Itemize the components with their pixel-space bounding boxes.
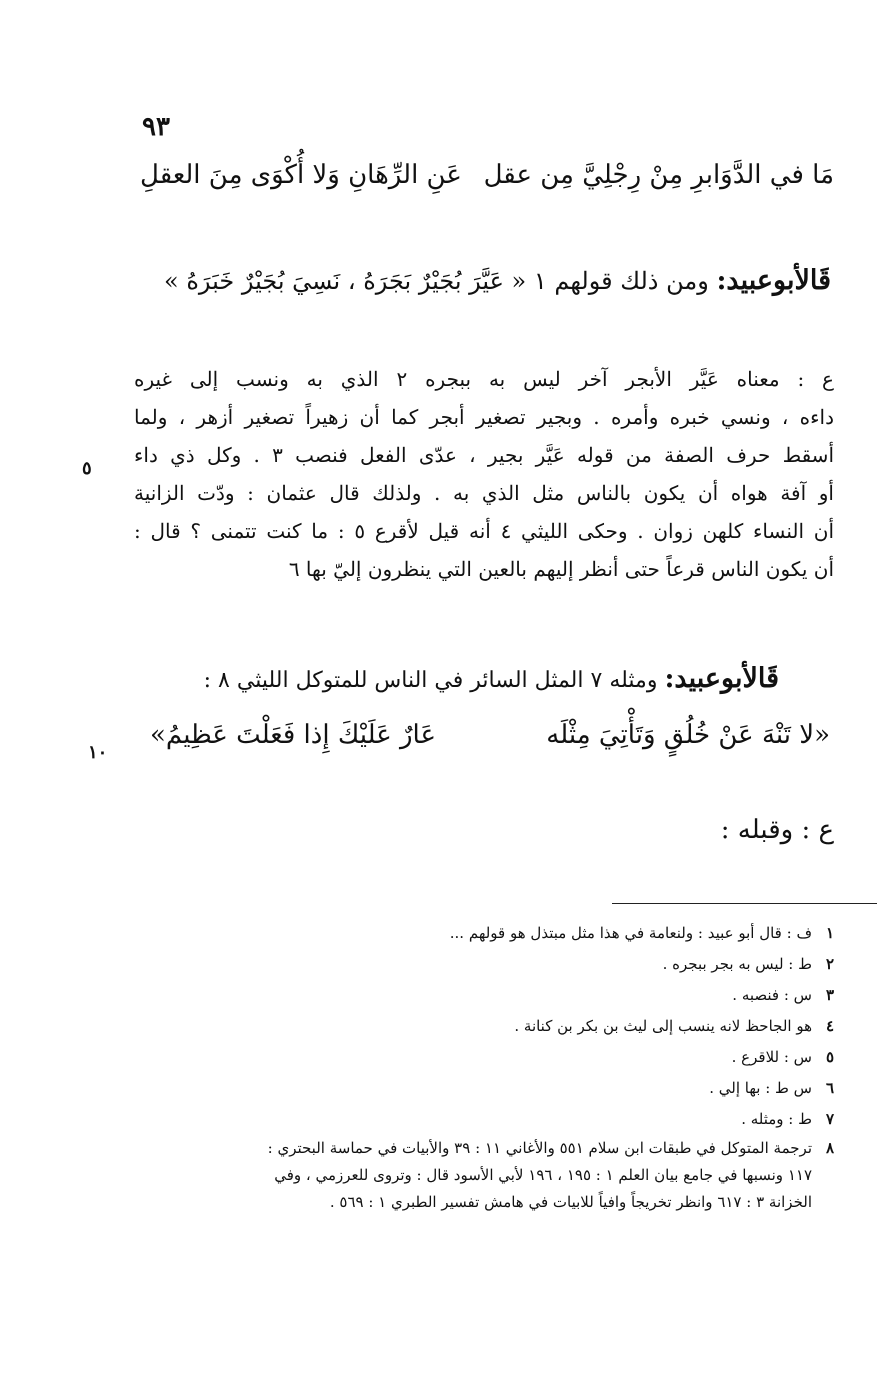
footnote-number: ٥ [825, 1048, 834, 1066]
commentary-paragraph [134, 360, 834, 588]
paragraph-line: داءه ، ونسي خبره وأمره . وبجير تصغير أبجر كما أن زهيراً تصغير أزهر ، ولما [134, 405, 834, 429]
page-number: ٩٣ [142, 112, 170, 142]
margin-line-number-5: ٥ [82, 458, 92, 479]
footnote-text: س : للاقرع . [731, 1048, 812, 1066]
heading-text: ومثله ٧ المثل السائر في الناس للمتوكل الليثي ٨ : [203, 668, 658, 693]
footnote-item [134, 980, 834, 1011]
paragraph-line: أن يكون الناس قرعاً حتى أنظر إليهم بالعين التي ينظرون إليّ بها ٦ [288, 557, 834, 581]
paragraph-line: ع : معناه عَيَّر الأبجر آخر ليس به ببجره ٢ الذي به ونسب إلى غيره [134, 367, 834, 391]
verse-2-first-hemistich: «لا تَنْهَ عَنْ خُلُقٍ وَتَأْتِيَ مِثْلَه [546, 720, 830, 750]
footnote-text: ترجمة المتوكل في طبقات ابن سلام ٥٥١ والأغاني ١١ : ٣٩ والأبيات في حماسة البحتري : [267, 1139, 812, 1157]
footnote-continuation: الخزانة ٣ : ٦١٧ وانظر تخريجاً وافياً للابيات في هامش تفسير الطبري ١ : ٥٦٩ . [329, 1193, 812, 1211]
paragraph-line: أسقط حرف الصفة من قوله عَيَّر بجير ، عدّى الفعل فنصب ٣ . وكل ذي داء [134, 443, 834, 467]
heading-abu-ubayd-2 [204, 663, 779, 694]
footnote-text: س : فنصبه . [732, 986, 812, 1004]
footnote-divider [612, 903, 877, 904]
paragraph-line: أن النساء كلهن زوان . وحكى الليثي ٤ أنه قيل لأقرع ٥ : ما كنت تتمنى ؟ قال : [134, 519, 835, 543]
verse-2 [150, 720, 830, 770]
speaker-label: قَالأبوعبيد: [664, 663, 779, 694]
footnote-continuation: ١١٧ ونسبها في جامع بيان العلم ١ : ١٩٥ ، ١٩٦ لأبي الأسود قال : وتروى للعرزمي ، وفي [274, 1166, 812, 1184]
footnote-item [134, 1104, 834, 1135]
footnote-number: ٦ [825, 1079, 834, 1097]
footnote-number: ٧ [825, 1110, 834, 1128]
footnote-text: س ط : بها إلي . [709, 1079, 812, 1097]
verse-1-second-hemistich: عَنِ الرِّهَانِ وَلا أُكْوَى مِنَ العقلِ [140, 160, 462, 190]
footnote-item [134, 1011, 834, 1042]
heading-abu-ubayd-1 [164, 265, 831, 296]
proverb-text: ومن ذلك قولهم ١ « عَيَّرَ بُجَيْرٌ بَجَرَهُ ، نَسِيَ بُجَيْرٌ خَبَرَهُ » [164, 267, 709, 295]
verse-1-first-hemistich: مَا في الدَّوَابرِ مِنْ رِجْلِيَّ مِن عقل [483, 160, 834, 190]
footnote-number: ٨ [825, 1139, 834, 1157]
footnote-number: ٤ [825, 1017, 834, 1035]
footnote-item [134, 1135, 834, 1162]
paragraph-line: أو آفة هواه أن يكون بالناس مثل الذي به . ولذلك قال عثمان : ودّت الزانية [134, 481, 834, 505]
footnote-number: ١ [825, 924, 834, 942]
closing-line: ع : وقبله : [720, 815, 834, 845]
footnote-text: ف : قال أبو عبيد : ولنعامة في هذا مثل مبتذل هو قولهم ... [449, 924, 812, 942]
footnote-text: ط : ومثله . [741, 1110, 812, 1128]
footnote-number: ٢ [825, 955, 834, 973]
footnote-item [134, 1042, 834, 1073]
footnote-item [134, 1073, 834, 1104]
speaker-label: قَالأبوعبيد: [716, 265, 831, 296]
footnote-text: هو الجاحظ لانه ينسب إلى ليث بن بكر بن كنانة . [514, 1017, 812, 1035]
footnote-item [134, 949, 834, 980]
footnote-number: ٣ [825, 986, 834, 1004]
margin-line-number-10: ١٠ [88, 742, 108, 763]
footnotes [134, 918, 834, 1216]
footnote-text: ط : ليس به بجر ببجره . [662, 955, 812, 973]
verse-2-second-hemistich: عَارٌ عَلَيْكَ إِذا فَعَلْتَ عَظِيمُ» [150, 720, 436, 750]
footnote-item [134, 918, 834, 949]
verse-1 [0, 160, 879, 210]
